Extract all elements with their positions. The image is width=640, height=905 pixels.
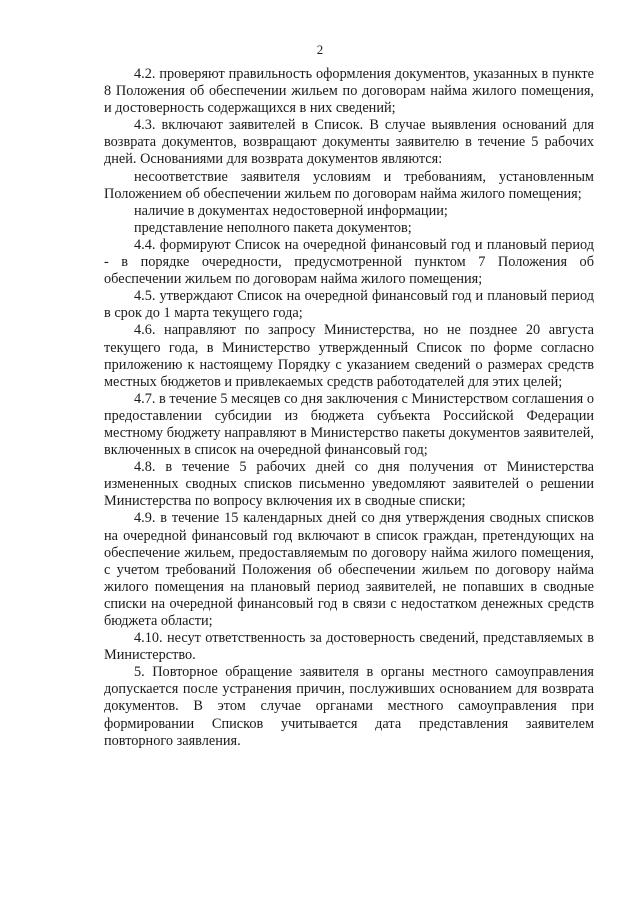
paragraph-4-9: 4.9. в течение 15 календарных дней со дня утверждения сводных списков на очередной финансовый год включают в список граждан, претендующих на обеспечение жильем, предоставляемым по договору найма жилого помещения, с учетом требований Положения об обеспечении жильем по договору найма жилого помещения на плановый период заявителей, не попавших в сводные списки на очередной финансовый год в связи с недостатком денежных средств бюджета области; [104, 510, 594, 629]
page-number: 2 [316, 42, 324, 57]
document-body [104, 66, 594, 750]
paragraph-4-5: 4.5. утверждают Список на очередной финансовый год и плановый период в срок до 1 марта текущего года; [104, 288, 594, 322]
paragraph-4-4: 4.4. формируют Список на очередной финансовый год и плановый период - в порядке очередности, предусмотренной пунктом 7 Положения об обеспечении жильем по договорам найма жилого помещения; [104, 236, 594, 288]
paragraph-5: 5. Повторное обращение заявителя в органы местного самоуправления допускается после устранения причин, послуживших основанием для возврата документов. В этом случае органами местного самоуправления при формировании Списков учитывается дата представления заявителем повторного заявления. [104, 664, 594, 749]
paragraph-return-reason-2: наличие в документах недостоверной информации; [134, 202, 448, 219]
paragraph-4-7: 4.7. в течение 5 месяцев со дня заключения с Министерством соглашения о предоставлении субсидии из бюджета субъекта Российской Федерации местному бюджету направляют в Министерство пакеты документов заявителей, включенных в список на очередной финансовый год; [104, 390, 594, 459]
paragraph-4-10: 4.10. несут ответственность за достоверность сведений, представляемых в Министерство. [104, 630, 594, 664]
paragraph-4-3: 4.3. включают заявителей в Список. В случае выявления оснований для возврата документов, возвращают документы заявителю в течение 5 рабочих дней. Основаниями для возврата документов являются: [104, 117, 594, 168]
paragraph-4-6: 4.6. направляют по запросу Министерства, но не позднее 20 августа текущего года, в Министерство утвержденный Список по форме согласно приложению к настоящему Порядку с указанием сведений о размерах средств местных бюджетов и привлекаемых средств работодателей для этих целей; [104, 322, 594, 390]
paragraph-4-8: 4.8. в течение 5 рабочих дней со дня получения от Министерства измененных сводных списков письменно уведомляют заявителей о решении Министерства по вопросу включения их в сводные списки; [104, 459, 594, 510]
paragraph-4-2: 4.2. проверяют правильность оформления документов, указанных в пункте 8 Положения об обеспечении жильем по договорам найма жилого помещения, и достоверность содержащихся в них сведений; [104, 66, 594, 117]
paragraph-return-reason-1: несоответствие заявителя условиям и требованиям, установленным Положением об обеспечении жильем по договорам найма жилого помещения; [104, 168, 594, 202]
paragraph-return-reason-3: представление неполного пакета документов; [134, 219, 412, 236]
